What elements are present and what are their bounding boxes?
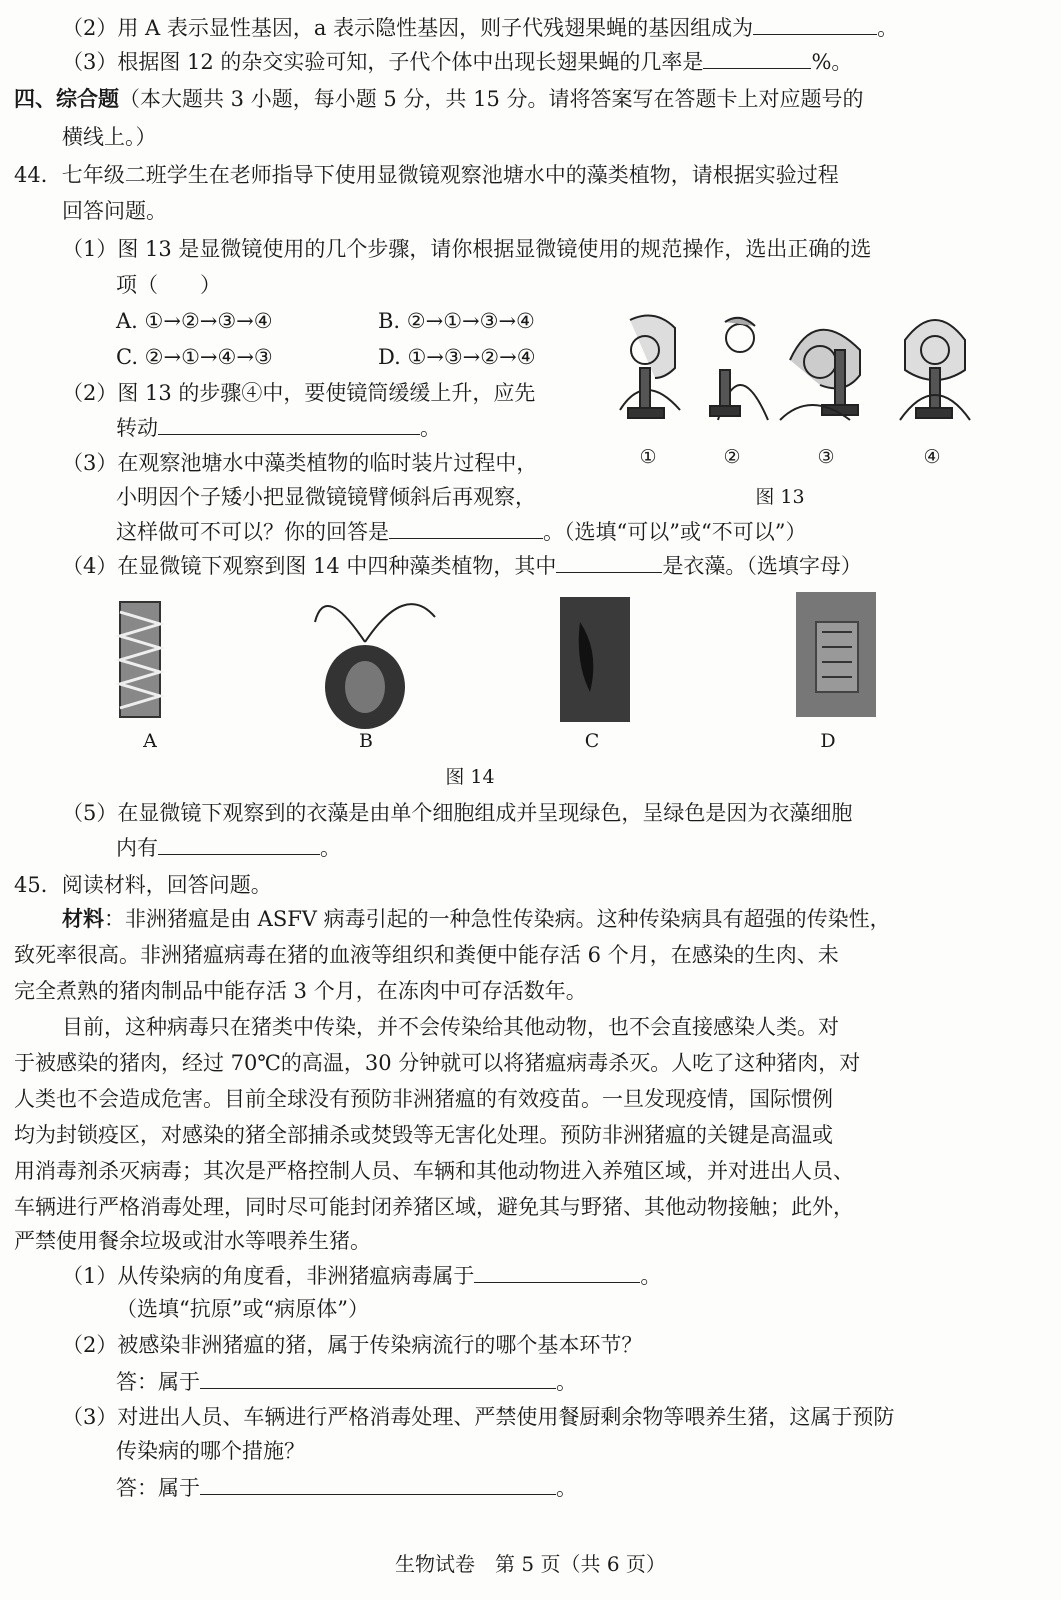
q44-part3-line3: 这样做可不可以？你的回答是 。（选填“可以”或“不可以”） [116,516,806,547]
section4-heading [14,84,864,114]
alga-b-drawing [315,604,435,729]
q44-stem: 44．七年级二班学生在老师指导下使用显微镜观察池塘水中的藻类植物，请根据实验过程 [14,163,839,187]
q44-part3-blank[interactable] [389,516,543,539]
fig13-step-label-2: ② [723,446,741,468]
q45-part3-answer: 答：属于 。 [116,1472,577,1503]
q43-part2-blank[interactable] [753,12,877,35]
q44-option-c[interactable]: C. ②→①→④→③ [116,345,273,369]
figure-14-illustration [110,592,910,732]
q44-part2-cont: 转动 。 [116,412,441,443]
figure-13-illustration [600,310,990,440]
q43-part3-text: （3）根据图 12 的杂交实验可知，子代个体中出现长翅果蝇的几率是 [62,50,704,74]
step3-microscope-drawing [780,330,860,420]
q45-part3-blank[interactable] [200,1472,556,1495]
q45-para2-line5: 用消毒剂杀灭病毒；其次是严格控制人员、车辆和其他动物进入养殖区域，并对进出人员、 [14,1159,854,1183]
q45-part3: （3）对进出人员、车辆进行严格消毒处理、严禁使用餐厨剩余物等喂养生猪，这属于预防 [62,1405,895,1429]
q45-para2-line7: 严禁使用餐余垃圾或泔水等喂养生猪。 [14,1229,371,1253]
q45-para2-line2: 于被感染的猪肉，经过 70℃的高温，30 分钟就可以将猪瘟病毒杀灭。人吃了这种猪肉，对 [14,1051,861,1075]
q44-part1: （1）图 13 是显微镜使用的几个步骤，请你根据显微镜使用的规范操作，选出正确的选 [62,237,872,261]
alga-d-drawing [796,592,876,717]
section4-note: （本大题共 3 小题，每小题 5 分，共 15 分。请将答案写在答题卡上对应题号的 [119,87,864,111]
q45-material-line1: 材料：非洲猪瘟是由 ASFV 病毒引起的一种急性传染病。这种传染病具有超强的传染性， [62,906,891,931]
alga-a-drawing [120,602,160,717]
q45-part2: （2）被感染非洲猪瘟的猪，属于传染病流行的哪个基本环节？ [62,1333,643,1357]
q44-option-d[interactable]: D. ①→③→②→④ [378,345,536,369]
q45-para2-line3: 人类也不会造成危害。目前全球没有预防非洲猪瘟的有效疫苗。一旦发现疫情，国际惯例 [14,1087,833,1111]
q43-part2-text: （2）用 A 表示显性基因，a 表示隐性基因，则子代残翅果蝇的基因组成为 [62,16,754,40]
q44-part5-blank[interactable] [158,832,320,855]
fig14-label-b: B [359,730,373,752]
q43-part3: （3）根据图 12 的杂交实验可知，子代个体中出现长翅果蝇的几率是 %。 [62,46,852,77]
q44-part5-cont: 内有 。 [116,832,341,863]
section4-title: 四、综合题 [14,86,119,111]
q44-part3-line2: 小明因个子矮小把显微镜镜臂倾斜后再观察， [116,485,536,509]
section4-note-cont: 横线上。） [62,125,157,149]
alga-c-drawing [560,597,630,722]
q44-part4: （4）在显微镜下观察到图 14 中四种藻类植物，其中 是衣藻。（选填字母） [62,550,862,581]
q45-stem: 45．阅读材料，回答问题。 [14,873,272,897]
q45-part1: （1）从传染病的角度看，非洲猪瘟病毒属于 。 [62,1260,661,1291]
q44-stem-cont: 回答问题。 [62,199,167,223]
q44-part2: （2）图 13 的步骤④中，要使镜筒缓缓上升，应先 [62,381,536,405]
q44-part5: （5）在显微镜下观察到的衣藻是由单个细胞组成并呈现绿色，呈绿色是因为衣藻细胞 [62,801,853,825]
fig13-caption: 图 13 [755,486,805,508]
q45-part1-blank[interactable] [474,1260,640,1283]
step4-microscope-drawing [900,320,970,420]
fig13-step-label-3: ③ [817,446,835,468]
q44-option-a[interactable]: A. ①→②→③→④ [116,309,273,333]
q44-option-b[interactable]: B. ②→①→③→④ [378,309,535,333]
q44-part2-blank[interactable] [158,412,420,435]
q44-part1-cont: 项（ ） [116,273,221,297]
material-label: 材料 [62,906,104,931]
q45-para2-line1: 目前，这种病毒只在猪类中传染，并不会传染给其他动物，也不会直接感染人类。对 [62,1015,839,1039]
step1-microscope-drawing [620,316,680,419]
step2-microscope-drawing [710,318,768,420]
fig13-step-label-4: ④ [923,446,941,468]
q45-part1-hint: （选填“抗原”或“病原体”） [116,1297,369,1321]
q45-material-line3: 完全煮熟的猪肉制品中能存活 3 个月，在冻肉中可存活数年。 [14,979,587,1003]
q43-part3-blank[interactable] [703,46,811,69]
fig14-caption: 图 14 [445,766,495,788]
fig14-label-d: D [820,730,836,752]
page-footer: 生物试卷 第 5 页（共 6 页） [395,1552,666,1576]
q45-para2-line6: 车辆进行严格消毒处理，同时尽可能封闭养猪区域，避免其与野猪、其他动物接触；此外， [14,1195,854,1219]
q45-part3-cont: 传染病的哪个措施？ [116,1439,305,1463]
q45-para2-line4: 均为封锁疫区，对感染的猪全部捕杀或焚毁等无害化处理。预防非洲猪瘟的关键是高温或 [14,1123,833,1147]
q44-part3: （3）在观察池塘水中藻类植物的临时装片过程中， [62,451,538,475]
q45-part2-blank[interactable] [200,1366,556,1389]
q45-material-line2: 致死率很高。非洲猪瘟病毒在猪的血液等组织和粪便中能存活 6 个月，在感染的生肉、未 [14,943,839,967]
q45-part2-answer: 答：属于 。 [116,1366,577,1397]
fig13-step-label-1: ① [639,446,657,468]
fig14-label-a: A [143,730,157,752]
fig14-label-c: C [584,730,600,752]
q44-part4-blank[interactable] [556,550,662,573]
q43-part2: （2）用 A 表示显性基因，a 表示隐性基因，则子代残翅果蝇的基因组成为 。 [62,12,898,43]
